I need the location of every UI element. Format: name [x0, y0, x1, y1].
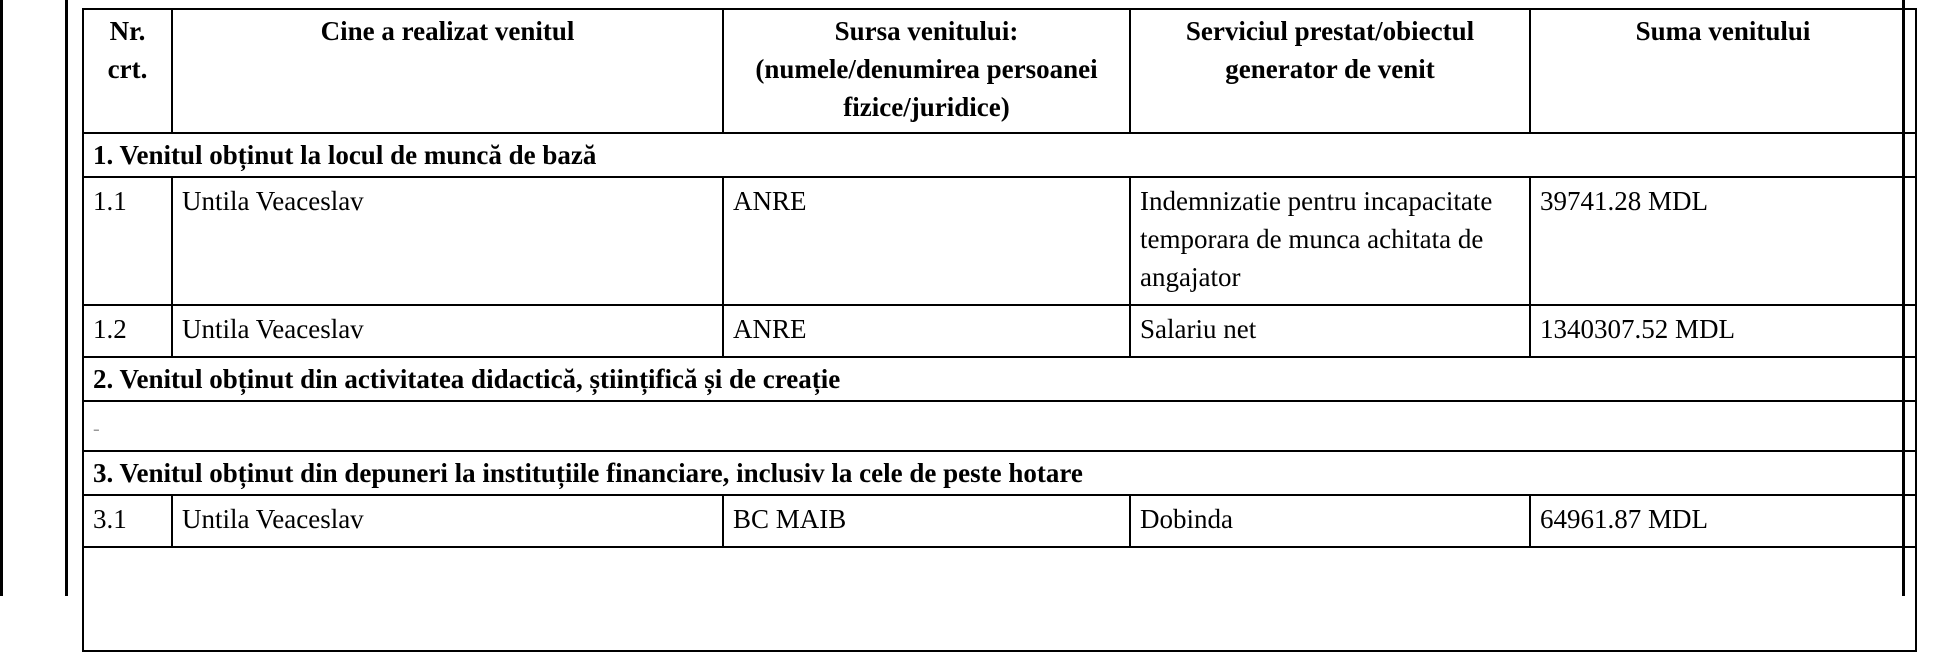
section-title: 1. Venitul obținut la locul de muncă de bază	[83, 133, 1916, 177]
table-row	[83, 495, 1916, 547]
cell-nr: 3.1	[83, 495, 172, 547]
cell-who: Untila Veaceslav	[172, 495, 723, 547]
income-table	[82, 8, 1917, 652]
cell-service: Indemnizatie pentru incapacitate temporara de munca achitata de angajator	[1130, 177, 1530, 305]
section-row-2	[83, 357, 1916, 401]
cell-amount: 64961.87 MDL	[1530, 495, 1916, 547]
empty-row	[83, 401, 1916, 451]
cell-service: Salariu net	[1130, 305, 1530, 357]
cell-service: Dobinda	[1130, 495, 1530, 547]
section-row-3	[83, 451, 1916, 495]
cell-amount: 39741.28 MDL	[1530, 177, 1916, 305]
cell-who: Untila Veaceslav	[172, 177, 723, 305]
section-title: 2. Venitul obținut din activitatea didactică, științifică și de creație	[83, 357, 1916, 401]
header-who: Cine a realizat venitul	[172, 9, 723, 133]
header-service: Serviciul prestat/obiectul generator de venit	[1130, 9, 1530, 133]
cell-nr: 1.1	[83, 177, 172, 305]
left-border-line	[0, 0, 3, 596]
cell-source: BC MAIB	[723, 495, 1130, 547]
cell-amount: 1340307.52 MDL	[1530, 305, 1916, 357]
section-row-1	[83, 133, 1916, 177]
blank-cell	[83, 547, 1916, 651]
table-header-row	[83, 9, 1916, 133]
cell-nr: 1.2	[83, 305, 172, 357]
header-amount: Suma venitului	[1530, 9, 1916, 133]
cell-who: Untila Veaceslav	[172, 305, 723, 357]
table-row	[83, 305, 1916, 357]
blank-row	[83, 547, 1916, 651]
cell-source: ANRE	[723, 177, 1130, 305]
cell-source: ANRE	[723, 305, 1130, 357]
header-source: Sursa venitului: (numele/denumirea persoanei fizice/juridice)	[723, 9, 1130, 133]
section-title: 3. Venitul obținut din depuneri la instituțiile financiare, inclusiv la cele de peste hotare	[83, 451, 1916, 495]
empty-marker: -	[83, 401, 1916, 451]
header-nr: Nr. crt.	[83, 9, 172, 133]
table-row	[83, 177, 1916, 305]
